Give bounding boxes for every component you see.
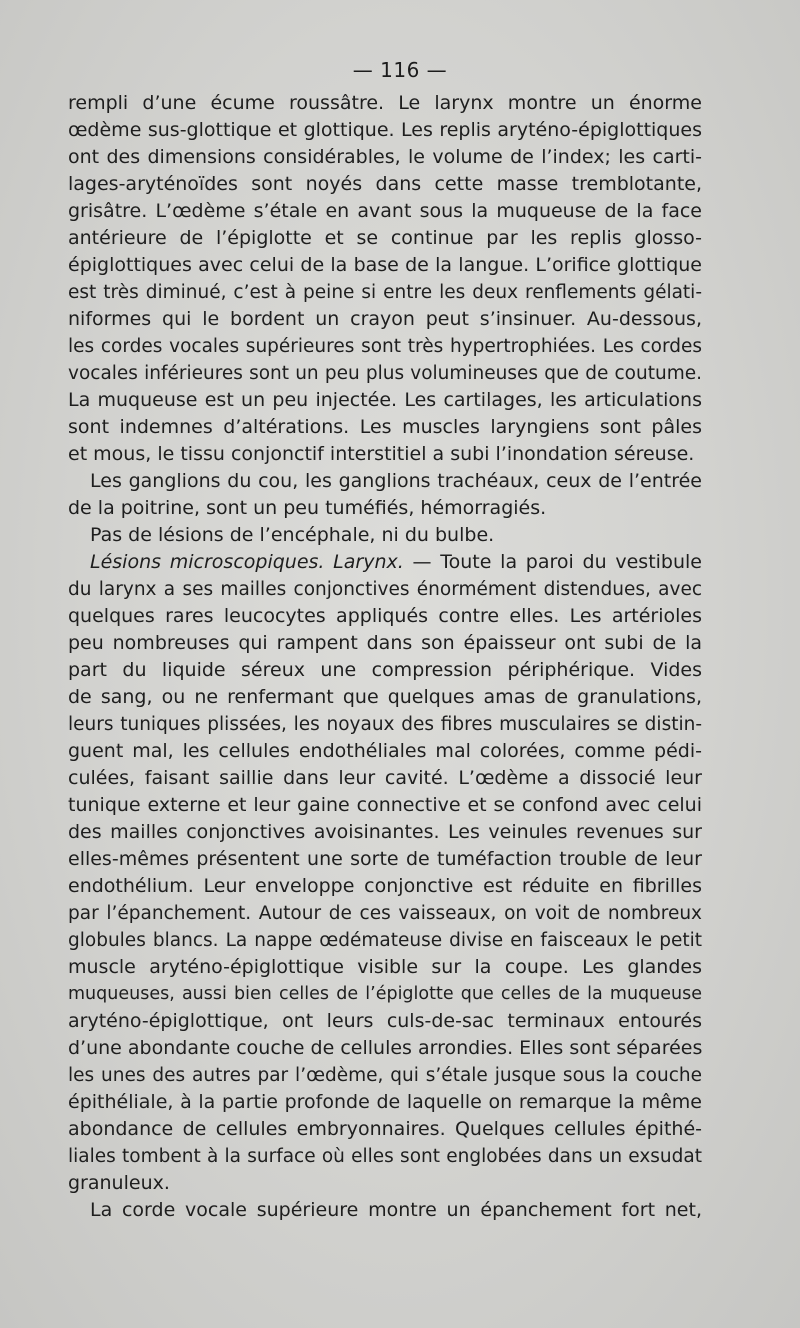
- text-line: Les ganglions du cou, les ganglions trachéaux, ceux de l’entrée: [90, 470, 702, 492]
- text-line: endothélium. Leur enveloppe conjonctive est réduite en fibrilles: [68, 875, 702, 897]
- text-line: œdème sus-glottique et glottique. Les replis aryténo-épiglottiques: [68, 119, 702, 141]
- text-line: épithéliale, à la partie profonde de laquelle on remarque la même: [68, 1091, 702, 1113]
- text-line: globules blancs. La nappe œdémateuse divise en faisceaux le petit: [68, 930, 702, 951]
- text-line: La corde vocale supérieure montre un épanchement fort net,: [90, 1199, 702, 1221]
- text-line: les unes des autres par l’œdème, qui s’étale jusque sous la couche: [68, 1065, 702, 1086]
- text-line: et mous, le tissu conjonctif interstitiel a subi l’inondation séreuse.: [68, 443, 695, 465]
- italic-heading: Lésions microscopiques. Larynx.: [90, 551, 404, 573]
- text-line: vocales inférieures sont un peu plus volumineuses que de coutume.: [68, 363, 702, 384]
- text-line: des mailles conjonctives avoisinantes. Les veinules revenues sur: [68, 821, 702, 843]
- text-line: guent mal, les cellules endothéliales mal colorées, comme pédi-: [68, 740, 702, 762]
- text-line: épiglottiques avec celui de la base de la langue. L’orifice glottique: [68, 254, 702, 276]
- text-line: quelques rares leucocytes appliqués contre elles. Les artérioles: [68, 605, 702, 627]
- text-line: rempli d’une écume roussâtre. Le larynx montre un énorme: [68, 92, 702, 114]
- text-line: elles-mêmes présentent une sorte de tuméfaction trouble de leur: [68, 848, 702, 870]
- text-line: muqueuses, aussi bien celles de l’épiglotte que celles de la muqueuse: [68, 984, 702, 1004]
- text-line: abondance de cellules embryonnaires. Quelques cellules épithé-: [68, 1118, 702, 1140]
- text-line: niformes qui le bordent un crayon peut s’insinuer. Au-dessous,: [68, 308, 702, 330]
- text-line: par l’épanchement. Autour de ces vaisseaux, on voit de nombreux: [68, 903, 702, 924]
- text-line: part du liquide séreux une compression périphérique. Vides: [68, 659, 702, 681]
- text-line: muscle aryténo-épiglottique visible sur la coupe. Les glandes: [68, 956, 702, 978]
- text-line: de sang, ou ne renfermant que quelques amas de granulations,: [68, 686, 702, 708]
- text-line-content: — Toute la paroi du vestibule: [403, 551, 702, 573]
- text-line: sont indemnes d’altérations. Les muscles laryngiens sont pâles: [68, 416, 702, 438]
- text-line: granuleux.: [68, 1172, 170, 1194]
- text-line: Pas de lésions de l’encéphale, ni du bulbe.: [90, 524, 495, 546]
- text-line: [68, 549, 702, 576]
- text-line: aryténo-épiglottique, ont leurs culs-de-sac terminaux entourés: [68, 1010, 702, 1032]
- body-text: [68, 90, 702, 1224]
- text-line: du larynx a ses mailles conjonctives énormément distendues, avec: [68, 579, 702, 600]
- page-number: — 116 —: [352, 58, 448, 82]
- text-line: leurs tuniques plissées, les noyaux des fibres musculaires se distin-: [68, 714, 702, 735]
- text-line: est très diminué, c’est à peine si entre les deux renflements gélati-: [68, 282, 702, 303]
- text-line: d’une abondante couche de cellules arrondies. Elles sont séparées: [68, 1037, 703, 1059]
- text-line: lages-aryténoïdes sont noyés dans cette masse tremblotante,: [68, 173, 702, 195]
- text-line: les cordes vocales supérieures sont très hypertrophiées. Les cordes: [68, 336, 702, 357]
- text-line: culées, faisant saillie dans leur cavité. L’œdème a dissocié leur: [68, 767, 702, 789]
- text-line: liales tombent à la surface où elles sont englobées dans un exsudat: [68, 1146, 702, 1167]
- text-line: antérieure de l’épiglotte et se continue par les replis glosso-: [68, 227, 702, 249]
- text-line: tunique externe et leur gaine connective et se confond avec celui: [68, 794, 702, 816]
- text-line: ont des dimensions considérables, le volume de l’index; les carti-: [68, 146, 702, 168]
- text-line: de la poitrine, sont un peu tuméfiés, hémorragiés.: [68, 497, 547, 519]
- text-line: grisâtre. L’œdème s’étale en avant sous la muqueuse de la face: [68, 200, 702, 222]
- text-line: La muqueuse est un peu injectée. Les cartilages, les articulations: [68, 389, 702, 411]
- text-line: peu nombreuses qui rampent dans son épaisseur ont subi de la: [68, 632, 702, 654]
